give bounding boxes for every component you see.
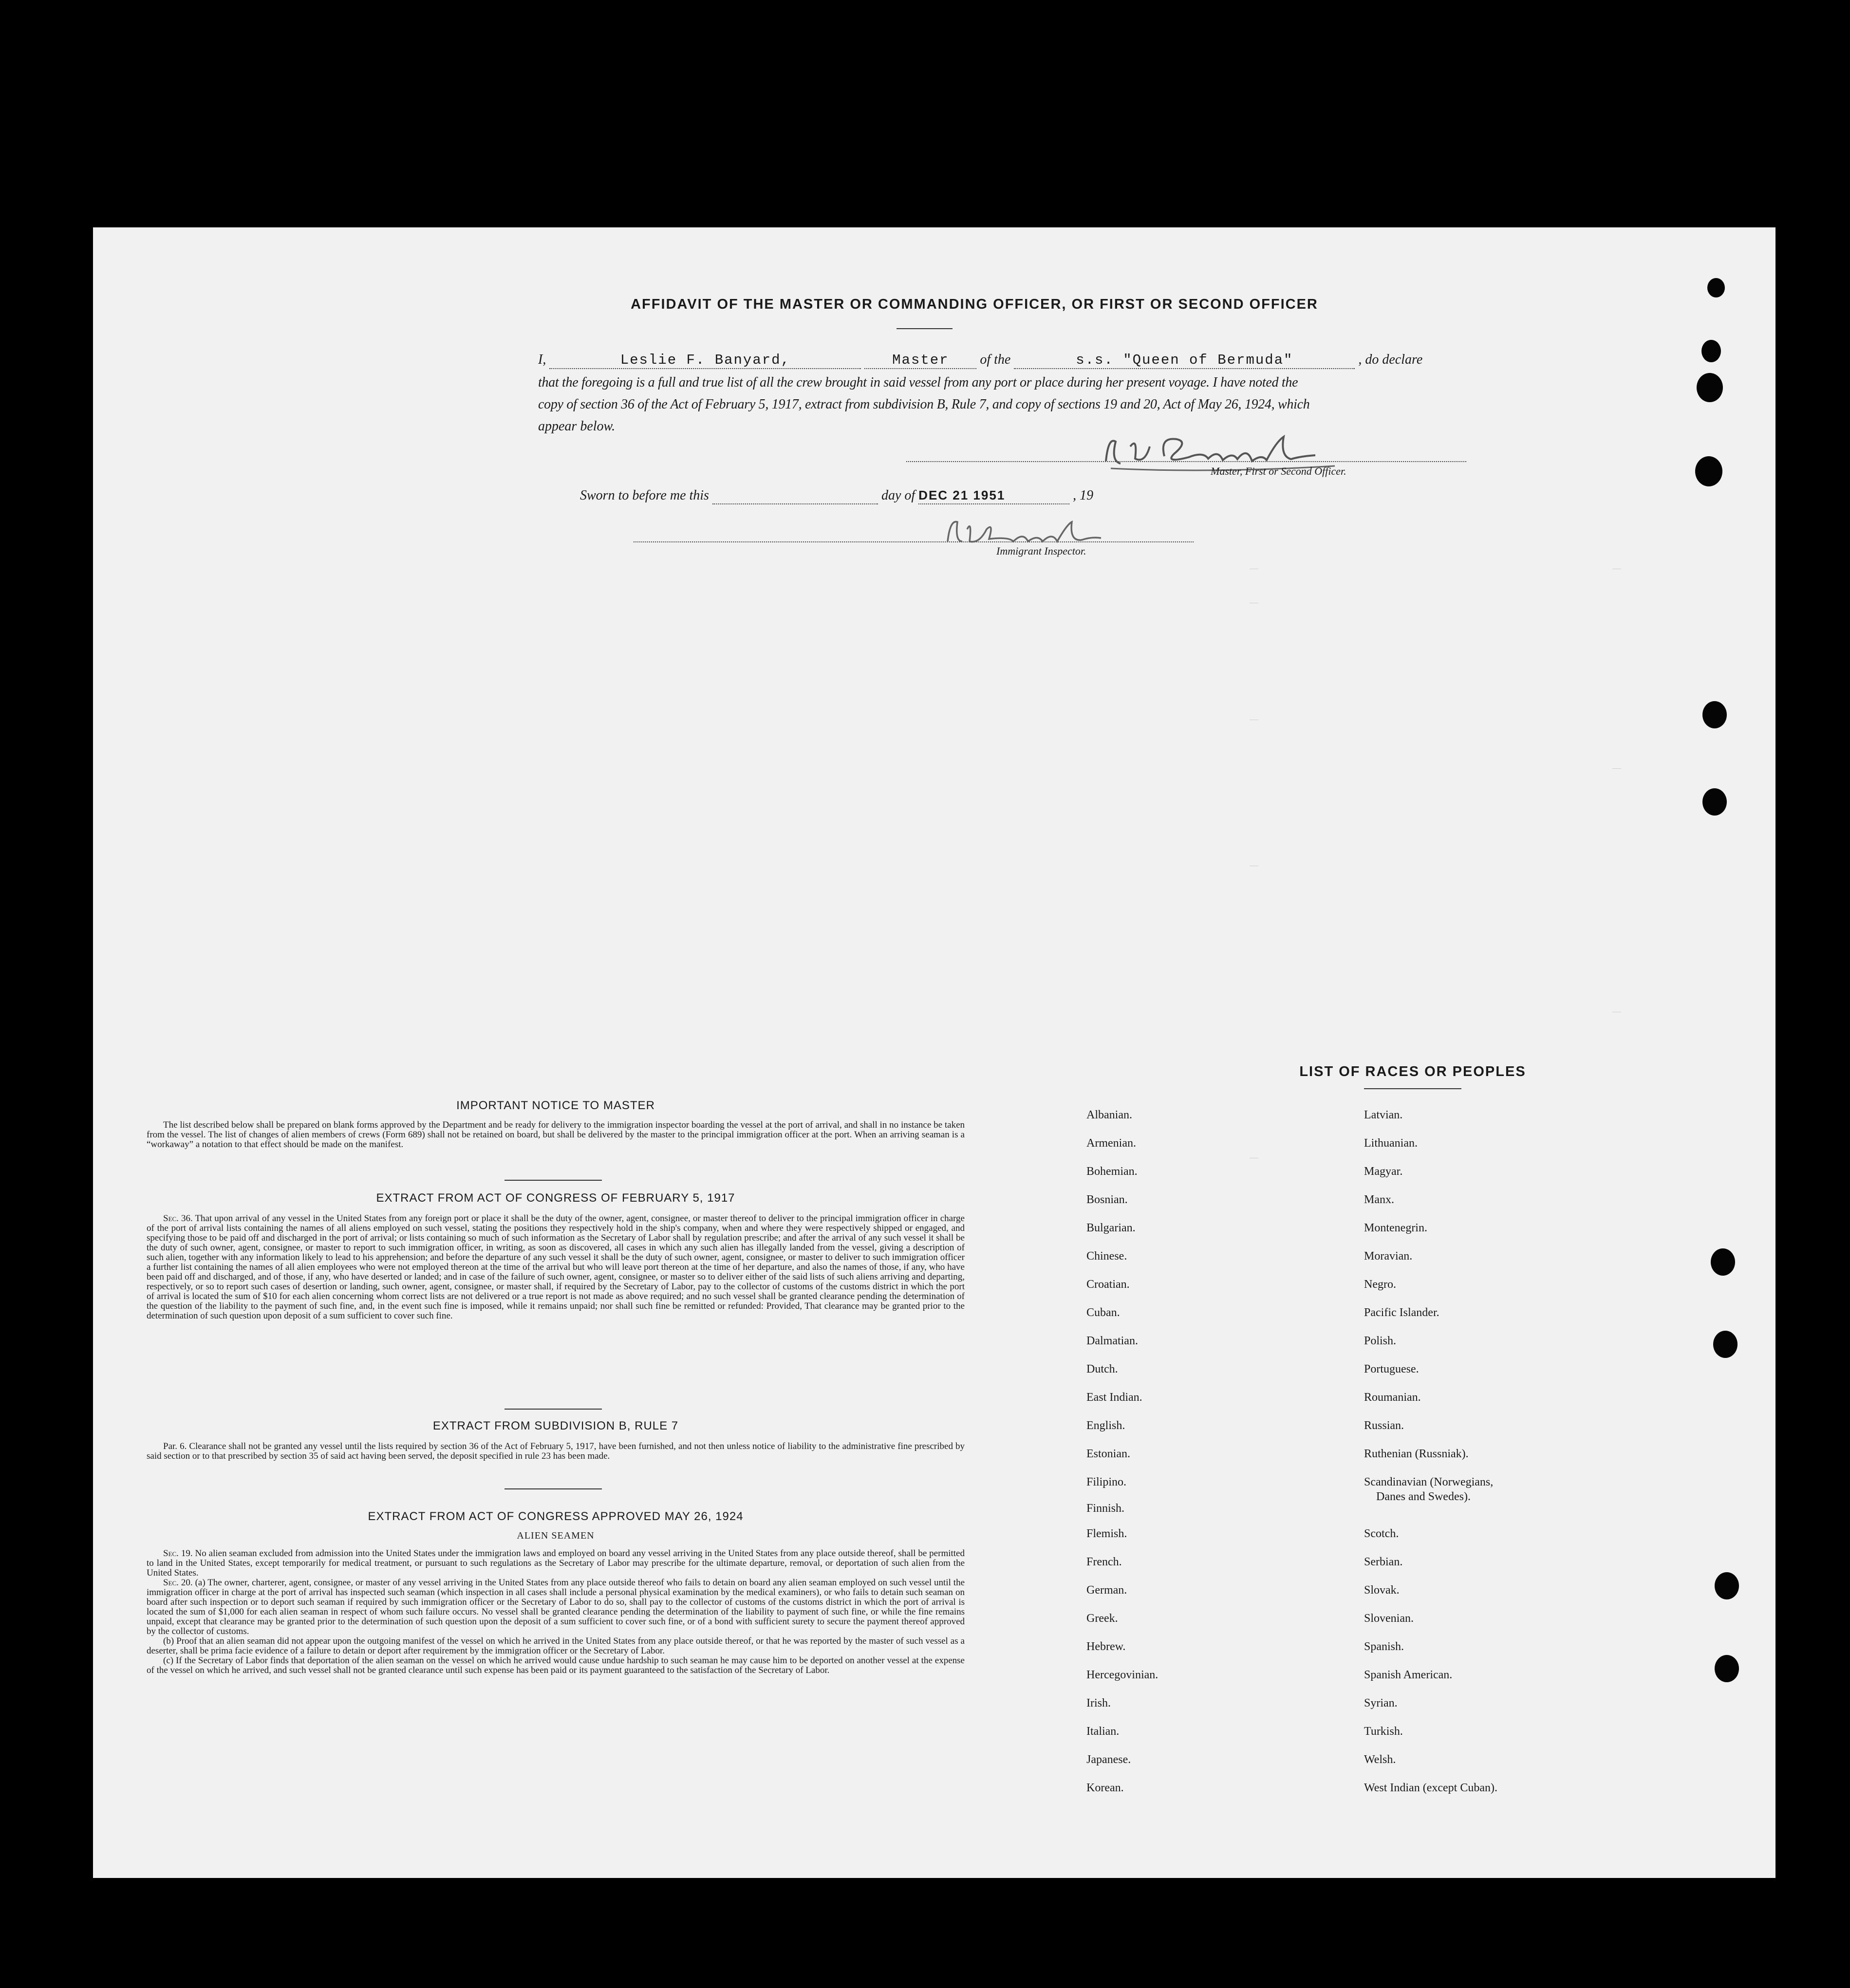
notice-paragraph: The list described below shall be prepared on blank forms approved by the Department and be ready for delivery to the immigration inspector boarding the vessel at the port of arrival, and shall in no instance be taken from the vessel. The list of changes of alien members of crews (Form 689) shall not be retained on board, but shall be delivered by the master to the principal immigration officer at the port. When an arriving seaman is a “workaway” a notation to that effect should be made on the manifest. xyxy=(147,1120,965,1150)
race-left-item: Bosnian. xyxy=(1086,1193,1128,1206)
race-left-item: Armenian. xyxy=(1086,1137,1136,1150)
act-1924-subtitle: ALIEN SEAMEN xyxy=(517,1530,595,1541)
race-right-item: Scotch. xyxy=(1364,1527,1399,1540)
affidavit-line-1 xyxy=(538,352,1463,369)
punch-hole xyxy=(1715,1655,1739,1682)
bleed-through-mark: — xyxy=(1250,714,1258,724)
sec-20-label: Sec. 20. xyxy=(163,1578,193,1588)
race-right-item: Montenegrin. xyxy=(1364,1222,1427,1234)
bleed-through-mark: — xyxy=(1250,597,1258,607)
sworn-label: Sworn to before me this xyxy=(580,488,709,503)
race-left-item: Hercegovinian. xyxy=(1086,1669,1159,1681)
bleed-through-mark: — xyxy=(1612,763,1621,773)
race-right-item: Turkish. xyxy=(1364,1725,1403,1738)
race-left-item: Estonian. xyxy=(1086,1448,1130,1460)
act-1917-title: EXTRACT FROM ACT OF CONGRESS OF FEBRUARY 5, 1917 xyxy=(376,1191,735,1205)
section-divider xyxy=(505,1409,602,1410)
race-right-item: Magyar. xyxy=(1364,1165,1403,1178)
sec-20b-text: (b) Proof that an alien seaman did not appear upon the outgoing manifest of the vessel on which he arrived in the United States from any place outside thereof, or that he was reported by the master of such vessel as a deserter, shall be prima facie evidence of a failure to detain or deport after requirement by the immigration officer or the Secretary of Labor. xyxy=(147,1636,965,1656)
race-left-item: Bulgarian. xyxy=(1086,1222,1136,1234)
document-page xyxy=(93,227,1775,1878)
race-left-item: Italian. xyxy=(1086,1725,1120,1738)
sec-19-text: No alien seaman excluded from admission into the United States under the immigration laws and employed on board any vessel arriving in the United States from any place outside thereof, shall be permitted to land in the United States, except temporarily for medical treatment, or pursuant to such regulations as the Secretary of Labor may prescribe for the ultimate departure, removal, or deportation of such alien from the United States. xyxy=(147,1548,965,1578)
act-1924-text xyxy=(147,1549,965,1675)
race-right-item: Syrian. xyxy=(1364,1697,1398,1709)
notice-text xyxy=(147,1120,965,1150)
race-right-item: Russian. xyxy=(1364,1419,1404,1432)
sec-36-label: Sec. 36. xyxy=(163,1213,193,1224)
year-label: , 19 xyxy=(1073,488,1094,503)
race-left-item: East Indian. xyxy=(1086,1391,1142,1404)
race-left-item: Albanian. xyxy=(1086,1109,1132,1121)
master-rank: Master xyxy=(892,352,949,368)
race-left-item: Flemish. xyxy=(1086,1527,1127,1540)
race-right-item: Manx. xyxy=(1364,1193,1394,1206)
races-title-underline xyxy=(1364,1088,1461,1089)
sec-20c-text: (c) If the Secretary of Labor finds that deportation of the alien seaman on the vessel on which he arrived would cause undue hardship to such seaman he may cause him to be deported on another vessel at the expense of the vessel on which he arrived, and such vessel shall not be granted clearance until such expense has been paid or its payment guaranteed to the satisfaction of the Secretary of Labor. xyxy=(147,1655,965,1675)
race-left-item: Japanese. xyxy=(1086,1753,1131,1766)
date-stamp: DEC 21 1951 xyxy=(918,488,1006,502)
punch-hole xyxy=(1697,373,1723,402)
notice-title: IMPORTANT NOTICE TO MASTER xyxy=(456,1099,655,1112)
sec-20a-text: (a) The owner, charterer, agent, consignee, or master of any vessel arriving in the United States from any place outside thereof who fails to detain on board any alien seaman employed on such vessel until the immigration officer in charge at the port of arrival has inspected such seaman (which inspection in all cases shall include a personal physical examination by the medical examiners), or who fails to detain such seaman on board after such inspection or to deport such seaman if required by such immigration officer or the Secretary of Labor to do so, shall pay to the collector of customs of the customs district in which the port of arrival is located the sum of $1,000 for each alien seaman in respect of whom such failure occurs. No vessel shall be granted clearance pending the determination of the liability to payment of such fine, or while the fine remains unpaid, except that clearance may be granted prior to the determination of such question upon the deposit of a sum sufficient to cover such fine, or of a bond with sufficient surety to secure the payment thereof approved by the collector of customs. xyxy=(147,1578,965,1636)
race-left-item: Dutch. xyxy=(1086,1363,1118,1375)
race-left-item: Irish. xyxy=(1086,1697,1111,1709)
race-right-item: Ruthenian (Russniak). xyxy=(1364,1448,1469,1460)
section-divider xyxy=(505,1488,602,1489)
race-right-item: Slovenian. xyxy=(1364,1612,1414,1625)
master-caption: Master, First or Second Officer. xyxy=(1211,465,1346,477)
sec-19-label: Sec. 19. xyxy=(163,1548,193,1559)
day-of-label: day of xyxy=(881,488,916,503)
inspector-caption: Immigrant Inspector. xyxy=(996,545,1086,557)
of-the-label: of the xyxy=(980,352,1011,367)
master-name: Leslie F. Banyard, xyxy=(620,352,790,368)
race-left-item: Bohemian. xyxy=(1086,1165,1138,1178)
race-left-item: Filipino. xyxy=(1086,1476,1127,1488)
punch-hole xyxy=(1707,278,1725,297)
punch-hole xyxy=(1695,456,1722,486)
act-1924-title: EXTRACT FROM ACT OF CONGRESS APPROVED MAY 26, 1924 xyxy=(368,1510,744,1523)
sworn-line xyxy=(580,488,1505,504)
race-right-item: Portuguese. xyxy=(1364,1363,1419,1375)
race-right-item: Latvian. xyxy=(1364,1109,1403,1121)
section-divider xyxy=(505,1180,602,1181)
bleed-through-mark: — xyxy=(1250,860,1258,870)
race-right-item: Danes and Swedes). xyxy=(1376,1490,1471,1503)
punch-hole xyxy=(1715,1572,1739,1599)
race-right-item: Spanish American. xyxy=(1364,1669,1453,1681)
race-left-item: French. xyxy=(1086,1556,1122,1568)
title-underline xyxy=(897,328,953,329)
race-right-item: Slovak. xyxy=(1364,1584,1400,1597)
race-right-item: Negro. xyxy=(1364,1278,1396,1291)
race-right-item: Scandinavian (Norwegians, xyxy=(1364,1476,1494,1488)
race-right-item: Roumanian. xyxy=(1364,1391,1421,1404)
race-right-item: Spanish. xyxy=(1364,1640,1404,1653)
bleed-through-mark: — xyxy=(1250,1152,1258,1162)
bleed-through-mark: — xyxy=(1612,563,1621,573)
race-right-item: Pacific Islander. xyxy=(1364,1306,1439,1319)
race-right-item: Serbian. xyxy=(1364,1556,1403,1568)
race-left-item: Croatian. xyxy=(1086,1278,1130,1291)
race-left-item: Greek. xyxy=(1086,1612,1118,1625)
declare-label: , do declare xyxy=(1358,352,1423,367)
punch-hole xyxy=(1701,340,1721,362)
race-right-item: Welsh. xyxy=(1364,1753,1396,1766)
race-left-item: English. xyxy=(1086,1419,1125,1432)
race-left-item: Dalmatian. xyxy=(1086,1335,1138,1347)
race-left-item: Chinese. xyxy=(1086,1250,1127,1263)
race-left-item: Cuban. xyxy=(1086,1306,1120,1319)
bleed-through-mark: — xyxy=(1250,563,1258,573)
race-right-item: Moravian. xyxy=(1364,1250,1413,1263)
race-left-item: Finnish. xyxy=(1086,1502,1125,1515)
vessel-name: s.s. "Queen of Bermuda" xyxy=(1076,352,1293,368)
affidavit-title: AFFIDAVIT OF THE MASTER OR COMMANDING OFFICER, OR FIRST OR SECOND OFFICER xyxy=(631,297,1318,312)
punch-hole xyxy=(1711,1248,1735,1276)
act-1917-text xyxy=(147,1214,965,1321)
punch-hole xyxy=(1702,788,1727,816)
rule-7-text xyxy=(147,1442,965,1461)
race-right-item: Lithuanian. xyxy=(1364,1137,1418,1150)
punch-hole xyxy=(1713,1331,1738,1358)
affidavit-line-4: appear below. xyxy=(538,419,616,434)
affidavit-line-3: copy of section 36 of the Act of February 5, 1917, extract from subdivision B, Rule 7, and copy of sections 19 and 20, Act of May 26, 1924, which xyxy=(538,397,1310,412)
rule-7-paragraph: Par. 6. Clearance shall not be granted any vessel until the lists required by section 36 of the Act of February 5, 1917, have been furnished, and not then unless notice of liability to the administrative fine prescribed by said section or to that prescribed by section 35 of said act having been served, the deposit specified in rule 23 has been made. xyxy=(147,1441,965,1461)
race-left-item: German. xyxy=(1086,1584,1127,1597)
punch-hole xyxy=(1702,701,1727,728)
races-title: LIST OF RACES OR PEOPLES xyxy=(1299,1064,1526,1079)
bleed-through-mark: — xyxy=(1612,1006,1621,1016)
affidavit-line-2: that the foregoing is a full and true list of all the crew brought in said vessel from any port or place during her present voyage. I have noted the xyxy=(538,375,1298,390)
rule-7-title: EXTRACT FROM SUBDIVISION B, RULE 7 xyxy=(432,1419,679,1432)
race-left-item: Hebrew. xyxy=(1086,1640,1126,1653)
race-right-item: Polish. xyxy=(1364,1335,1397,1347)
race-right-item: West Indian (except Cuban). xyxy=(1364,1782,1497,1794)
affidavit-i: I, xyxy=(538,352,546,367)
race-left-item: Korean. xyxy=(1086,1782,1124,1794)
sec-36-text: That upon arrival of any vessel in the United States from any foreign port or place it shall be the duty of the owner, agent, consignee, or master thereof to deliver to the principal immigration officer in charge of the port of arrival lists containing the names of all aliens employed on such vessel, stating the positions they respectively hold in the ship's company, when and where they were respectively shipped or engaged, and specifying those to be paid off and discharged in the port of arrival; or lists containing so much of such information as the Secretary of Labor shall by regulation prescribe; and after the arrival of any such vessel it shall be the duty of such owner, agent, consignee, or master to report to such immigration officer, in writing, as soon as discovered, all cases in which any such alien has illegally landed from the vessel, giving a description of such alien, together with any information likely to lead to his apprehension; and before the departure of any such vessel it shall be the duty of such owner, agent, consignee, or master to deliver to such immigration officer a further list containing the names of all alien employees who were not employed thereon at the time of the arrival but who will leave port thereon at the time of her departure, and also the names of those, if any, who have been paid off and discharged, and of those, if any, who have deserted or landed; and in case of the failure of such owner, agent, consignee, or master so to deliver either of the said lists of such aliens arriving and departing, respectively, or so to report such cases of desertion or landing, such owner, agent, consignee, or master shall, if required by the Secretary of Labor, pay to the collector of customs of the customs district in which the port of arrival is located the sum of $10 for each alien concerning whom correct lists are not delivered or a true report is not made as above required; and no such vessel shall be granted clearance pending the determination of the question of the liability to the payment of such fine, and, in the event such fine is imposed, while it remains unpaid; nor shall such fine be remitted or refunded: Provided, That clearance may be granted prior to the determination of such question upon deposit of a sum sufficient to cover such fine. xyxy=(147,1213,965,1321)
